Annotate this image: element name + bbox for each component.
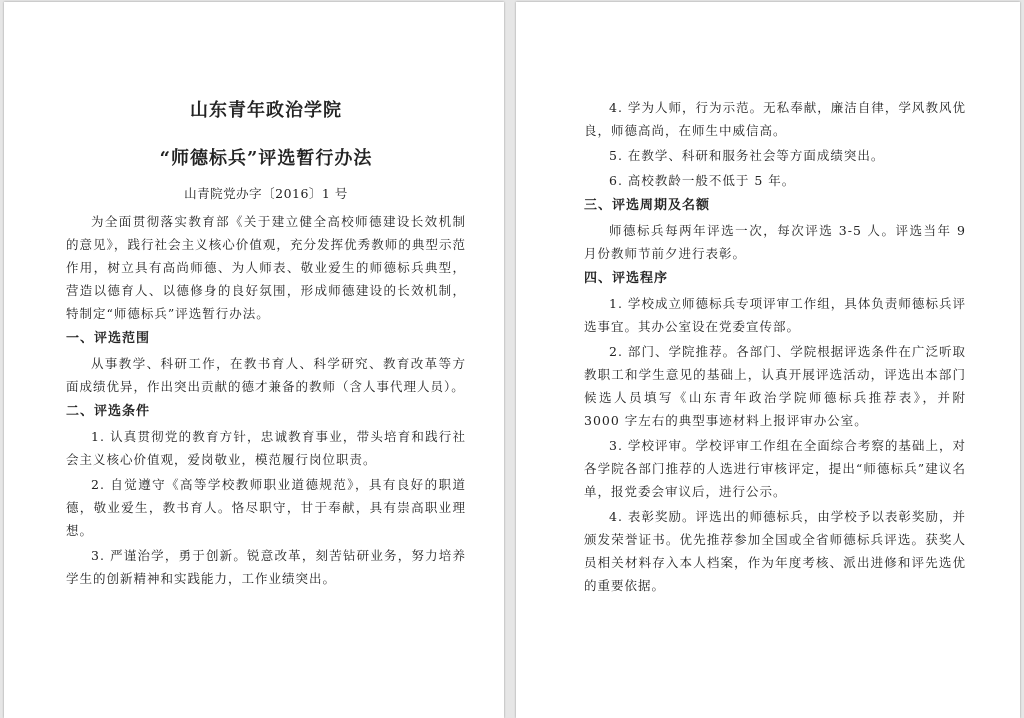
procedure-item-2: 2. 部门、学院推荐。各部门、学院根据评选条件在广泛听取教职工和学生意见的基础上，认真开展评选活动，评选出本部门候选人员填写《山东青年政治学院师德标兵推荐表》，并附 3000 字左右的典型事迹材料上报评审办公室。 xyxy=(584,344,966,428)
condition-item-5: 5. 在教学、科研和服务社会等方面成绩突出。 xyxy=(609,148,885,163)
section-heading-conditions: 二、评选条件 xyxy=(66,404,151,419)
document-title-line2: “师德标兵”评选暂行办法 xyxy=(159,148,373,169)
document-number: 山青院党办字〔2016〕1 号 xyxy=(184,186,348,201)
page-right xyxy=(516,2,1020,718)
cycle-paragraph: 师德标兵每两年评选一次，每次评选 3-5 人。评选当年 9 月份教师节前夕进行表彰。 xyxy=(584,223,966,261)
page-left xyxy=(4,2,504,718)
condition-item-2: 2. 自觉遵守《高等学校教师职业道德规范》，具有良好的职道德，敬业爱生，教书育人。恪尽职守，甘于奉献，具有崇高职业理想。 xyxy=(66,477,466,538)
condition-item-4: 4. 学为人师，行为示范。无私奉献，廉洁自律，学风教风优良，师德高尚，在师生中威信高。 xyxy=(584,100,966,138)
procedure-item-4: 4. 表彰奖励。评选出的师德标兵，由学校予以表彰奖励，并颁发荣誉证书。优先推荐参加全国或全省师德标兵评选。获奖人员相关材料存入本人档案，作为年度考核、派出进修和评先选优的重要依据。 xyxy=(584,509,966,593)
condition-item-3: 3. 严谨治学，勇于创新。锐意改革，刻苦钻研业务，努力培养学生的创新精神和实践能力，工作业绩突出。 xyxy=(66,548,466,586)
condition-item-6: 6. 高校教龄一般不低于 5 年。 xyxy=(609,173,796,188)
section-heading-scope: 一、评选范围 xyxy=(66,331,151,346)
intro-paragraph: 为全面贯彻落实教育部《关于建立健全高校师德建设长效机制的意见》，践行社会主义核心价值观，充分发挥优秀教师的典型示范作用，树立具有高尚师德、为人师表、敬业爱生的师德标兵典型，营造以德育人、以德修身的良好氛围，形成师德建设的长效机制，特制定“师德标兵”评选暂行办法。 xyxy=(66,214,466,321)
section-heading-cycle: 三、评选周期及名额 xyxy=(584,198,711,213)
condition-item-1: 1. 认真贯彻党的教育方针，忠诚教育事业，带头培育和践行社会主义核心价值观，爱岗敬业，模范履行岗位职责。 xyxy=(66,429,466,467)
procedure-item-1: 1. 学校成立师德标兵专项评审工作组，具体负责师德标兵评选事宜。其办公室设在党委宣传部。 xyxy=(584,296,966,334)
section-heading-procedure: 四、评选程序 xyxy=(584,271,669,286)
procedure-item-3: 3. 学校评审。学校评审工作组在全面综合考察的基础上，对各学院各部门推荐的人选进行审核评定，提出“师德标兵”建议名单，报党委会审议后，进行公示。 xyxy=(584,438,966,499)
scope-paragraph: 从事教学、科研工作，在教书育人、科学研究、教育改革等方面成绩优异，作出突出贡献的德才兼备的教师（含人事代理人员）。 xyxy=(66,356,466,394)
document-title-line1: 山东青年政治学院 xyxy=(190,100,342,121)
